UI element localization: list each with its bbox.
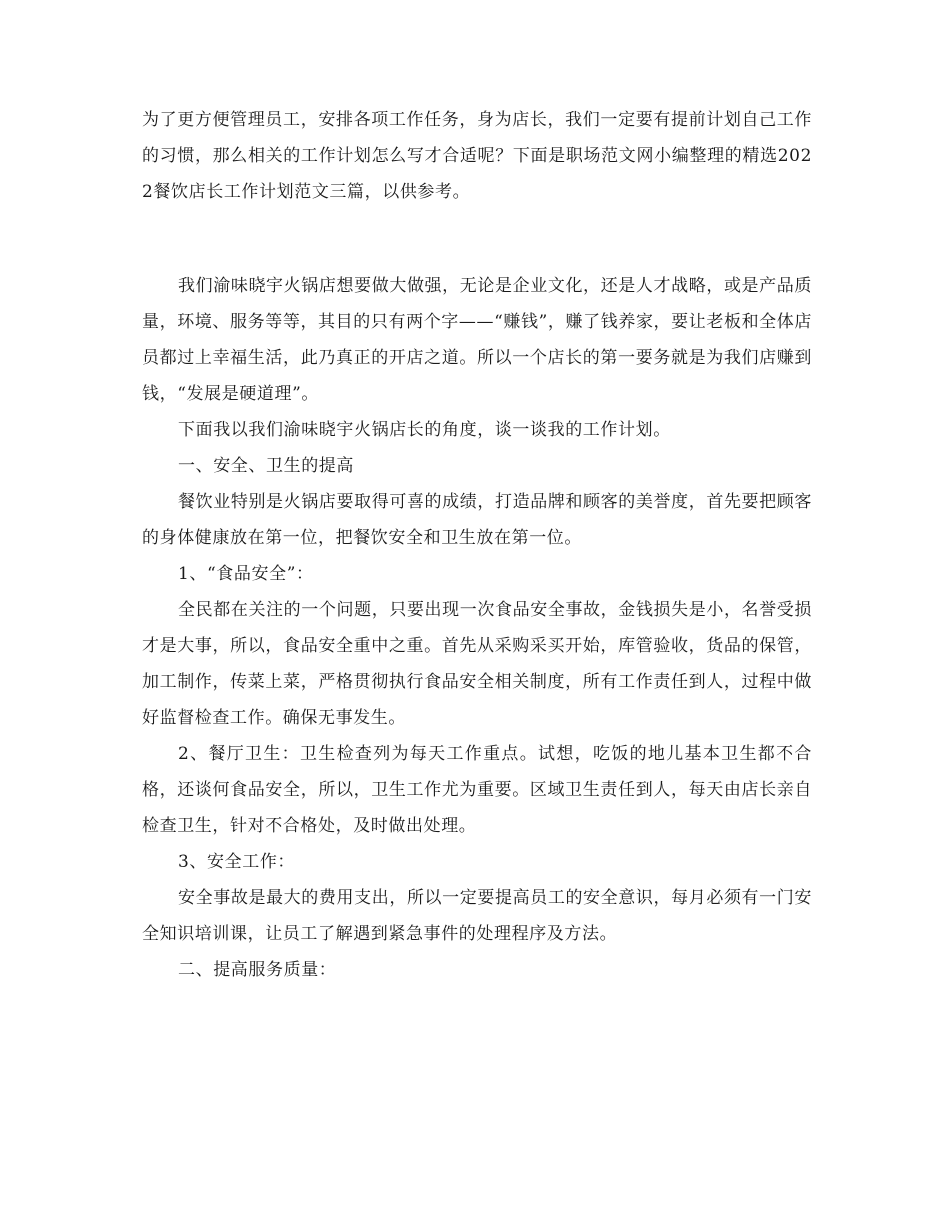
subsection-heading: 3、安全工作： (178, 852, 296, 872)
body-paragraph: 我们渝味晓宇火锅店想要做大做强，无论是企业文化，还是人才战略，或是产品质量，环境、服务等等，其目的只有两个字——“赚钱”，赚了钱养家，要让老板和全体店员都过上幸福生活，此乃真正的开店之道。所以一个店长的第一要务就是为我们店赚到钱，“发展是硬道理”。 (142, 276, 812, 404)
body-paragraph: 下面我以我们渝味晓宇火锅店长的角度，谈一谈我的工作计划。 (178, 420, 671, 440)
subsection-heading: 1、“食品安全”： (178, 564, 314, 584)
body-paragraph: 2、餐厅卫生：卫生检查列为每天工作重点。试想，吃饭的地儿基本卫生都不合格，还谈何食品安全，所以，卫生工作尤为重要。区域卫生责任到人，每天由店长亲自检查卫生，针对不合格处，及时做出处理。 (142, 744, 812, 836)
intro-paragraph: 为了更方便管理员工，安排各项工作任务，身为店长，我们一定要有提前计划自己工作的习惯，那么相关的工作计划怎么写才合适呢？下面是职场范文网小编整理的精选2022餐饮店长工作计划范文三篇，以供参考。 (142, 110, 812, 202)
section-heading: 二、提高服务质量： (178, 960, 337, 980)
document-page (142, 102, 812, 988)
body-paragraph: 全民都在关注的一个问题，只要出现一次食品安全事故，金钱损失是小，名誉受损才是大事，所以，食品安全重中之重。首先从采购采买开始，库管验收，货品的保管，加工制作，传菜上菜，严格贯彻执行食品安全相关制度，所有工作责任到人，过程中做好监督检查工作。确保无事发生。 (142, 600, 812, 728)
section-heading: 一、安全、卫生的提高 (178, 456, 354, 476)
paragraph-gap (142, 210, 812, 268)
body-paragraph: 餐饮业特别是火锅店要取得可喜的成绩，打造品牌和顾客的美誉度，首先要把顾客的身体健康放在第一位，把餐饮安全和卫生放在第一位。 (142, 492, 812, 548)
body-paragraph: 安全事故是最大的费用支出，所以一定要提高员工的安全意识，每月必须有一门安全知识培训课，让员工了解遇到紧急事件的处理程序及方法。 (142, 888, 812, 944)
